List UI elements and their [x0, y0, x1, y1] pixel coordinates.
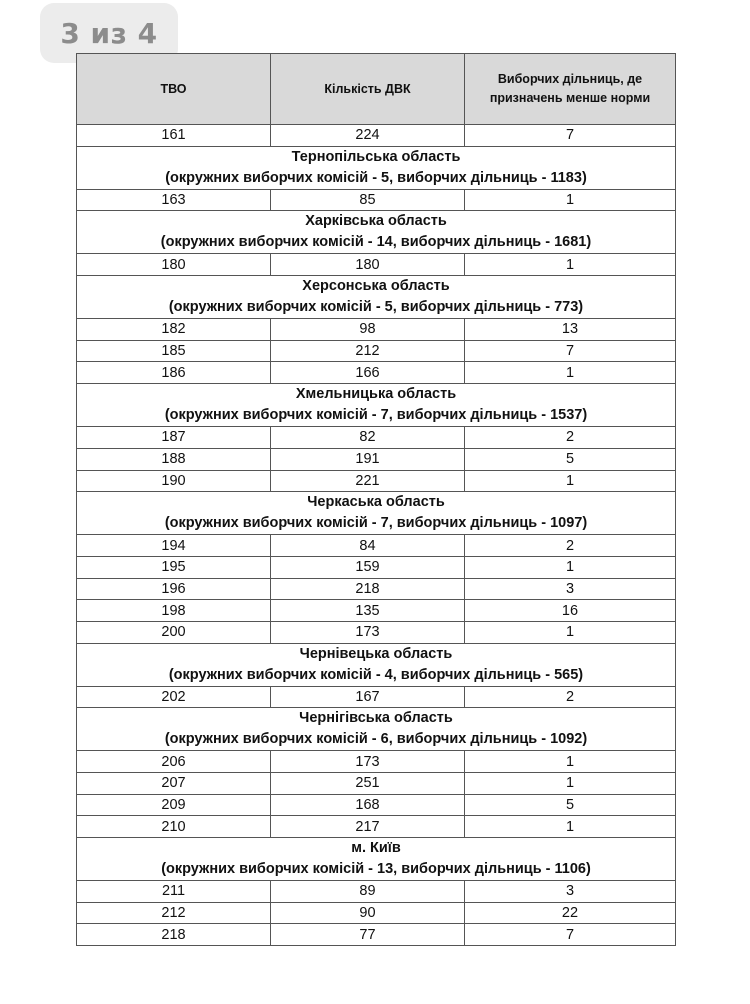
tvo-cell: 185	[77, 340, 271, 362]
below-norm-cell: 1	[465, 362, 676, 384]
region-detail: (окружних виборчих комісій - 4, виборчих дільниць - 565)	[168, 666, 584, 683]
header-dvk-count: Кількість ДВК	[271, 54, 465, 125]
region-header-cell	[77, 838, 676, 881]
region-header-row	[77, 211, 676, 254]
below-norm-cell: 2	[465, 427, 676, 449]
tvo-cell: 187	[77, 427, 271, 449]
tvo-cell: 211	[77, 881, 271, 903]
region-name: Чернігівська область	[299, 710, 453, 727]
tvo-cell: 207	[77, 773, 271, 795]
tvo-cell: 195	[77, 556, 271, 578]
dvk-count-cell: 85	[271, 189, 465, 211]
election-data-table	[76, 53, 676, 946]
table-row	[77, 470, 676, 492]
region-header-cell	[77, 146, 676, 189]
table-row	[77, 816, 676, 838]
below-norm-cell: 3	[465, 881, 676, 903]
below-norm-cell: 5	[465, 448, 676, 470]
tvo-cell: 200	[77, 621, 271, 643]
table-row	[77, 751, 676, 773]
table-row	[77, 578, 676, 600]
dvk-count-cell: 173	[271, 621, 465, 643]
region-header-row	[77, 492, 676, 535]
region-header-row	[77, 276, 676, 319]
dvk-count-cell: 180	[271, 254, 465, 276]
dvk-count-cell: 212	[271, 340, 465, 362]
region-header-cell	[77, 492, 676, 535]
table-body	[77, 125, 676, 946]
table-row	[77, 448, 676, 470]
region-detail: (окружних виборчих комісій - 5, виборчих дільниць - 773)	[168, 299, 584, 316]
tvo-cell: 190	[77, 470, 271, 492]
below-norm-cell: 22	[465, 902, 676, 924]
dvk-count-cell: 173	[271, 751, 465, 773]
tvo-cell: 196	[77, 578, 271, 600]
dvk-count-cell: 82	[271, 427, 465, 449]
dvk-count-cell: 217	[271, 816, 465, 838]
tvo-cell: 188	[77, 448, 271, 470]
region-detail: (окружних виборчих комісій - 6, виборчих дільниць - 1092)	[164, 731, 588, 748]
tvo-cell: 180	[77, 254, 271, 276]
tvo-cell: 161	[77, 125, 271, 147]
dvk-count-cell: 77	[271, 924, 465, 946]
region-name: Хмельницька область	[295, 386, 457, 403]
table-row	[77, 125, 676, 147]
region-header-row	[77, 708, 676, 751]
region-detail: (окружних виборчих комісій - 7, виборчих дільниць - 1537)	[164, 407, 588, 424]
tvo-cell: 218	[77, 924, 271, 946]
table-row	[77, 556, 676, 578]
table-row	[77, 686, 676, 708]
dvk-count-cell: 221	[271, 470, 465, 492]
dvk-count-cell: 90	[271, 902, 465, 924]
dvk-count-cell: 135	[271, 600, 465, 622]
region-name: Харківська область	[305, 213, 447, 230]
below-norm-cell: 7	[465, 924, 676, 946]
below-norm-cell: 3	[465, 578, 676, 600]
dvk-count-cell: 84	[271, 535, 465, 557]
region-header-cell	[77, 708, 676, 751]
region-header-cell	[77, 276, 676, 319]
table-row	[77, 535, 676, 557]
below-norm-cell: 1	[465, 621, 676, 643]
below-norm-cell: 7	[465, 340, 676, 362]
tvo-cell: 182	[77, 319, 271, 341]
region-name: Херсонська область	[302, 278, 450, 295]
below-norm-cell: 2	[465, 686, 676, 708]
below-norm-cell: 5	[465, 794, 676, 816]
tvo-cell: 209	[77, 794, 271, 816]
dvk-count-cell: 224	[271, 125, 465, 147]
below-norm-cell: 1	[465, 189, 676, 211]
table-row	[77, 902, 676, 924]
below-norm-cell: 1	[465, 254, 676, 276]
tvo-cell: 210	[77, 816, 271, 838]
region-name: Тернопільська область	[291, 148, 461, 165]
region-name: Чернівецька область	[299, 645, 453, 662]
region-detail: (окружних виборчих комісій - 5, виборчих дільниць - 1183)	[165, 169, 587, 186]
table-row	[77, 254, 676, 276]
region-detail: (окружних виборчих комісій - 14, виборчих дільниць - 1681)	[160, 234, 592, 251]
below-norm-cell: 1	[465, 556, 676, 578]
region-header-row	[77, 384, 676, 427]
tvo-cell: 206	[77, 751, 271, 773]
table-row	[77, 189, 676, 211]
below-norm-cell: 1	[465, 773, 676, 795]
table-row	[77, 924, 676, 946]
tvo-cell: 163	[77, 189, 271, 211]
dvk-count-cell: 98	[271, 319, 465, 341]
table-row	[77, 881, 676, 903]
tvo-cell: 194	[77, 535, 271, 557]
region-detail: (окружних виборчих комісій - 13, виборчих дільниць - 1106)	[161, 861, 591, 878]
region-header-cell	[77, 384, 676, 427]
below-norm-cell: 16	[465, 600, 676, 622]
tvo-cell: 186	[77, 362, 271, 384]
header-below-norm: Виборчих дільниць, де призначень менше норми	[465, 54, 676, 125]
dvk-count-cell: 166	[271, 362, 465, 384]
table-row	[77, 621, 676, 643]
dvk-count-cell: 168	[271, 794, 465, 816]
below-norm-cell: 2	[465, 535, 676, 557]
table-header-row	[77, 54, 676, 125]
header-tvo: ТВО	[77, 54, 271, 125]
dvk-count-cell: 251	[271, 773, 465, 795]
below-norm-cell: 13	[465, 319, 676, 341]
dvk-count-cell: 191	[271, 448, 465, 470]
tvo-cell: 212	[77, 902, 271, 924]
table-row	[77, 340, 676, 362]
table-row	[77, 362, 676, 384]
dvk-count-cell: 159	[271, 556, 465, 578]
region-header-row	[77, 146, 676, 189]
region-detail: (окружних виборчих комісій - 7, виборчих дільниць - 1097)	[164, 515, 588, 532]
below-norm-cell: 1	[465, 751, 676, 773]
region-header-row	[77, 838, 676, 881]
table-row	[77, 427, 676, 449]
dvk-count-cell: 89	[271, 881, 465, 903]
below-norm-cell: 1	[465, 816, 676, 838]
region-header-cell	[77, 643, 676, 686]
dvk-count-cell: 218	[271, 578, 465, 600]
table-row	[77, 600, 676, 622]
page-indicator-badge: 3 из 4	[40, 3, 178, 63]
below-norm-cell: 7	[465, 125, 676, 147]
region-name: Черкаська область	[307, 494, 445, 511]
below-norm-cell: 1	[465, 470, 676, 492]
region-header-row	[77, 643, 676, 686]
dvk-count-cell: 167	[271, 686, 465, 708]
tvo-cell: 202	[77, 686, 271, 708]
region-name: м. Київ	[351, 840, 401, 857]
table-row	[77, 773, 676, 795]
region-header-cell	[77, 211, 676, 254]
table-row	[77, 794, 676, 816]
tvo-cell: 198	[77, 600, 271, 622]
table-row	[77, 319, 676, 341]
